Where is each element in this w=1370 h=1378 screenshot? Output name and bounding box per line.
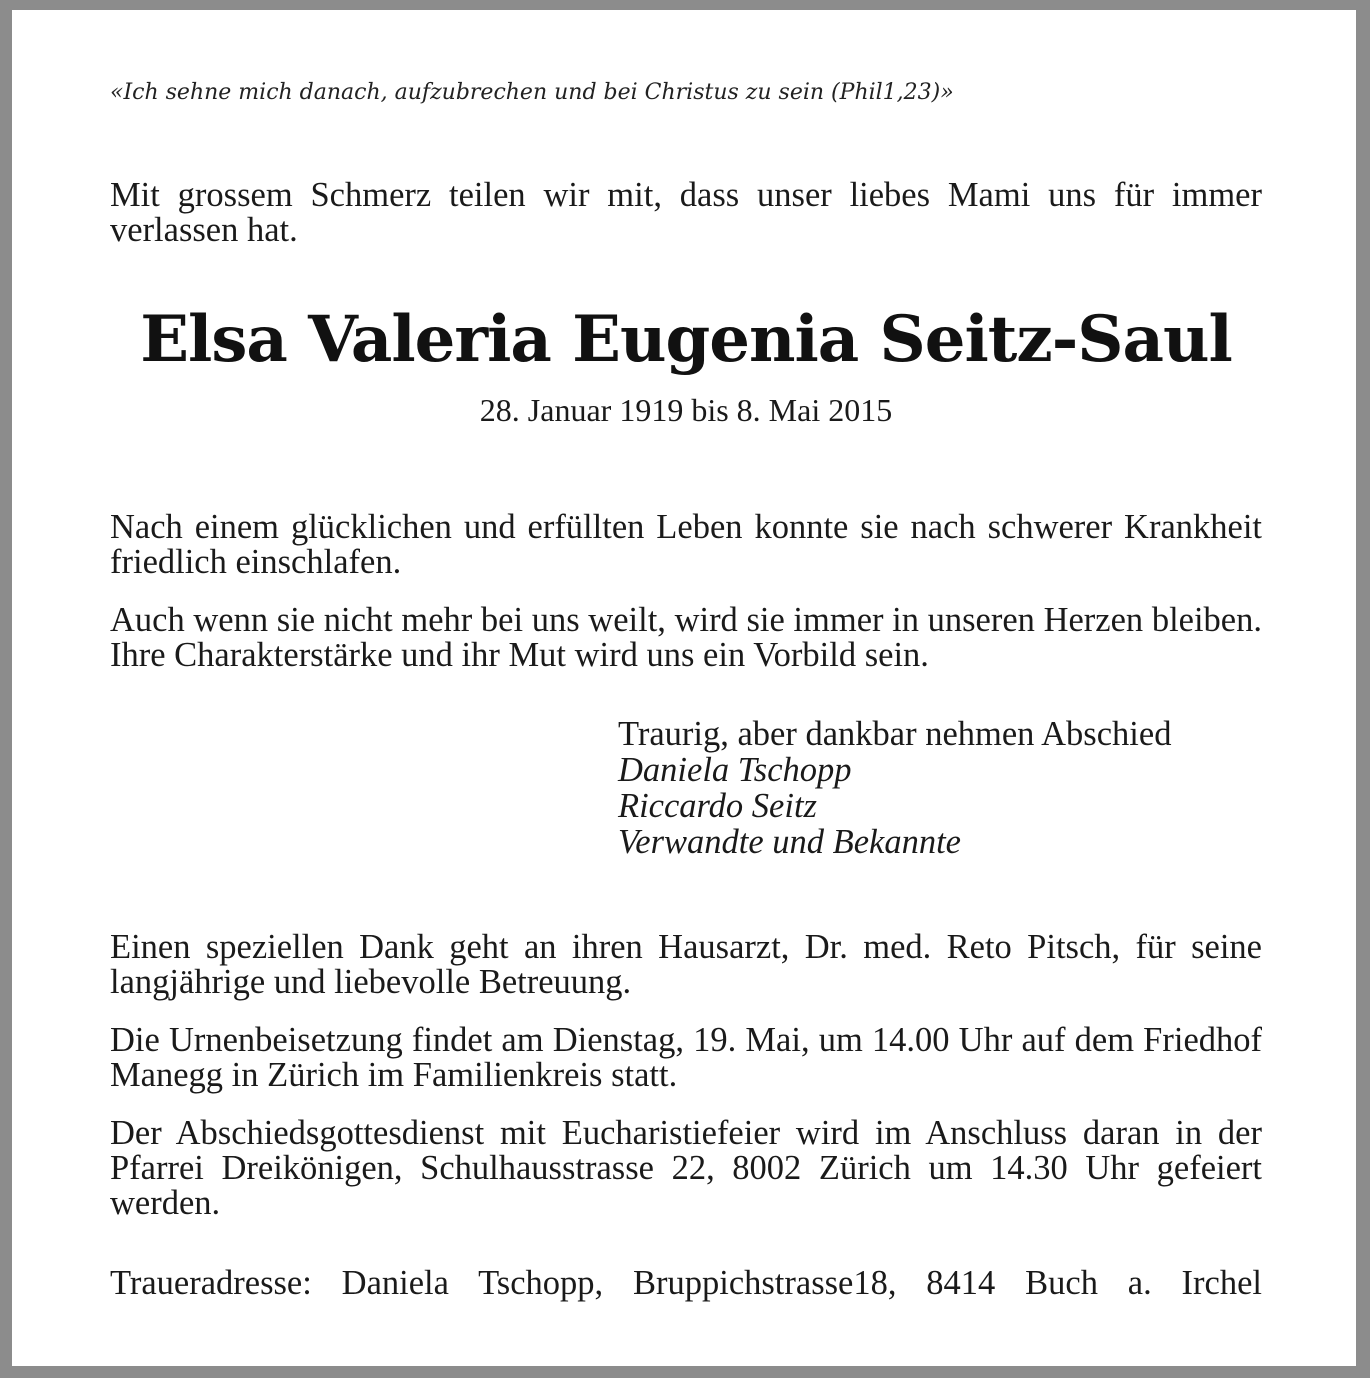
burial-paragraph: Die Urnenbeisetzung findet am Dienstag, 19. Mai, um 14.00 Uhr auf dem Friedhof Manegg in Zürich im Familienkreis statt. [110, 1021, 1262, 1094]
mourners-intro: Traurig, aber dankbar nehmen Abschied [618, 715, 1172, 753]
mourner-name: Daniela Tschopp [618, 751, 852, 789]
bible-quote: «Ich sehne mich danach, aufzubrechen und bei Christus zu sein (Phil1,23)» [110, 80, 954, 105]
deceased-name: Elsa Valeria Eugenia Seitz-Saul [140, 302, 1232, 377]
mourners-block [618, 716, 1278, 860]
mourner-name: Verwandte und Bekannte [618, 823, 961, 861]
mourning-address: Traueradresse: Daniela Tschopp, Bruppichstrasse18, 8414 Buch a. Irchel [110, 1264, 1262, 1302]
obituary-page [12, 10, 1356, 1366]
body-paragraph: Nach einem glücklichen und erfüllten Leben konnte sie nach schwerer Krankheit friedlich einschlafen. [110, 508, 1262, 581]
body-paragraph: Auch wenn sie nicht mehr bei uns weilt, wird sie immer in unseren Herzen bleiben. Ihre Charakterstärke und ihr Mut wird uns ein Vorbild sein. [110, 601, 1262, 674]
announcement-text: Mit grossem Schmerz teilen wir mit, dass unser liebes Mami uns für immer verlassen hat. [110, 176, 1262, 249]
mourner-name: Riccardo Seitz [618, 787, 817, 825]
life-dates: 28. Januar 1919 bis 8. Mai 2015 [479, 392, 893, 428]
thanks-paragraph: Einen speziellen Dank geht an ihren Hausarzt, Dr. med. Reto Pitsch, für seine langjährige und liebevolle Betreuung. [110, 928, 1262, 1001]
service-paragraph: Der Abschiedsgottesdienst mit Eucharistiefeier wird im Anschluss daran in der Pfarrei Dreikönigen, Schulhausstrasse 22, 8002 Zürich um 14.30 Uhr gefeiert werden. [110, 1114, 1262, 1222]
